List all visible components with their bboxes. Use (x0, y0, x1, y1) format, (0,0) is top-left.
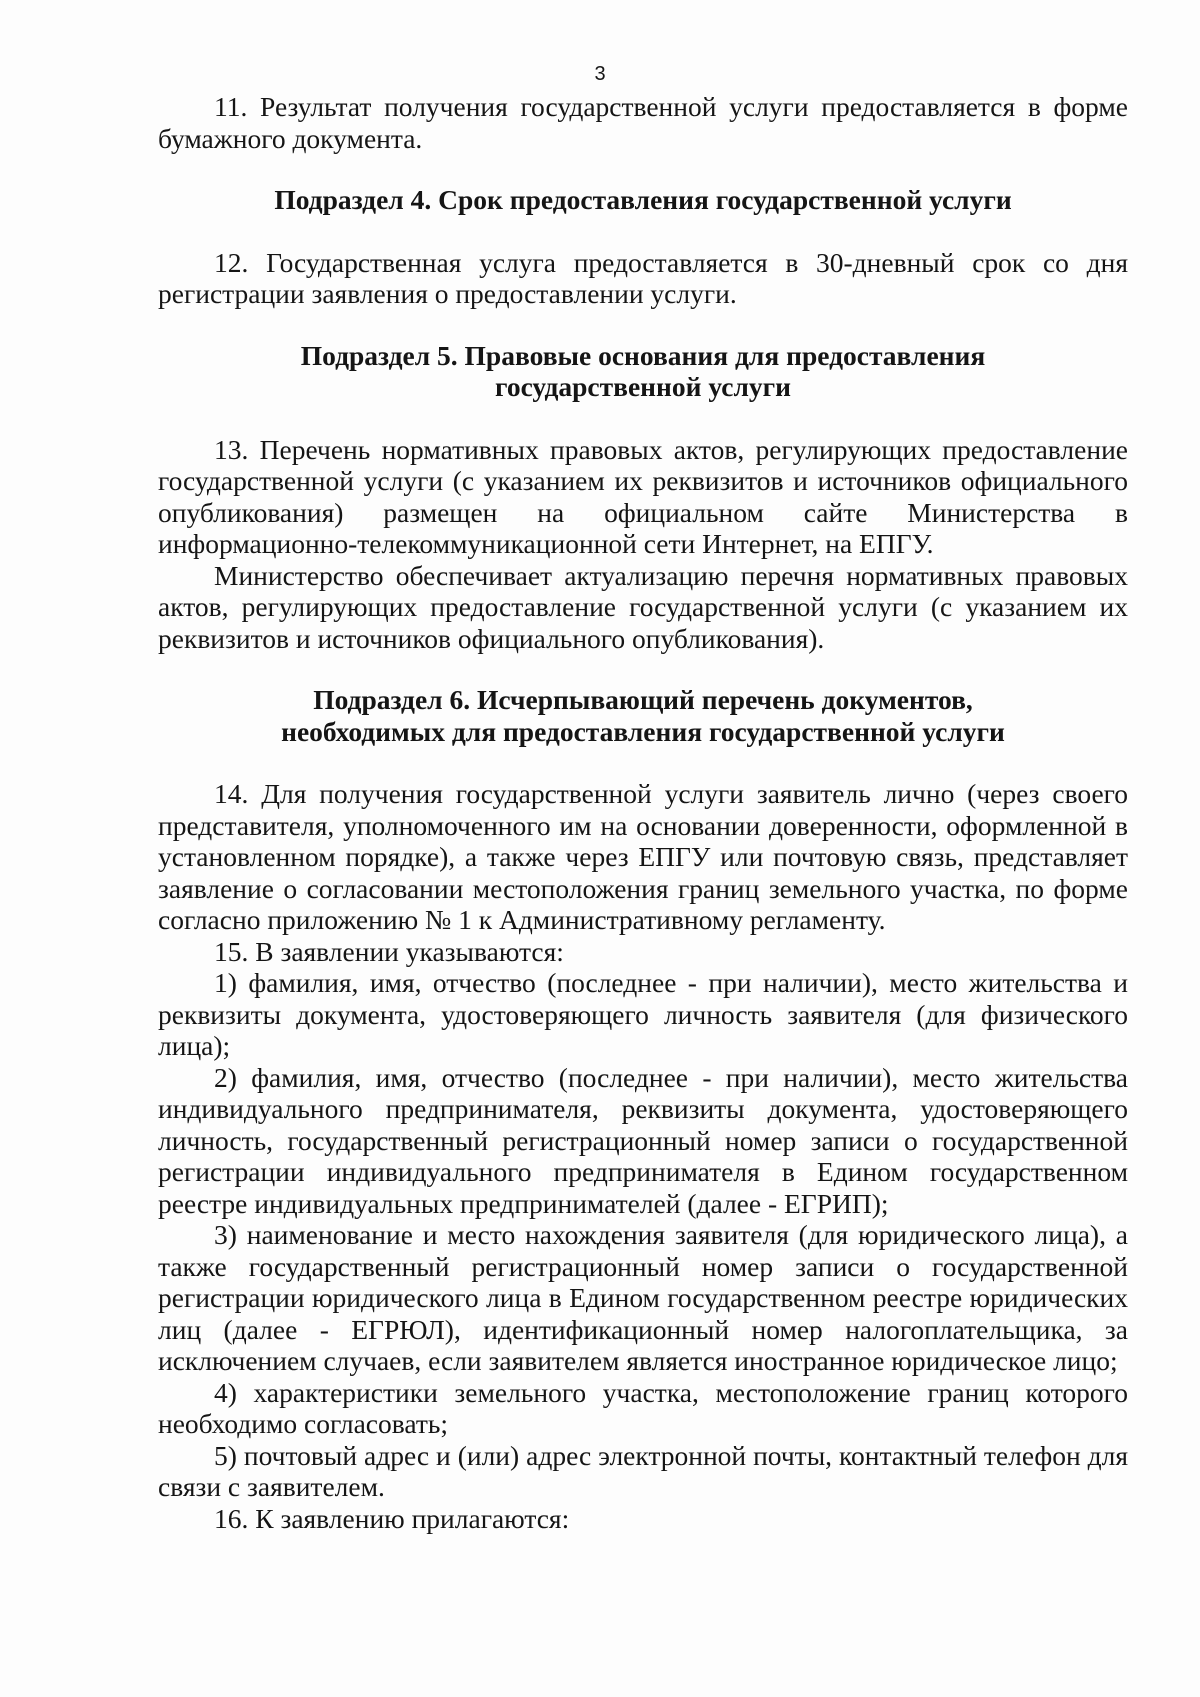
list-item-2: 2) фамилия, имя, отчество (последнее - при наличии), место жительства индивидуального предпринимателя, реквизиты документа, удостоверяющего личность, государственный регистрационный номер записи о государственной регистрации индивидуального предпринимателя в Едином государственном реестре индивидуальных предпринимателей (далее - ЕГРИП); (158, 1061, 1128, 1219)
list-item-4: 4) характеристики земельного участка, местоположение границ которого необходимо согласовать; (158, 1376, 1128, 1439)
paragraph-12: 12. Государственная услуга предоставляется в 30-дневный срок со дня регистрации заявления о предоставлении услуги. (158, 246, 1128, 309)
page-number: 3 (594, 63, 606, 85)
paragraph-11: 11. Результат получения государственной услуги предоставляется в форме бумажного документа. (158, 91, 1128, 154)
list-item-5: 5) почтовый адрес и (или) адрес электронной почты, контактный телефон для связи с заявителем. (158, 1439, 1128, 1502)
paragraph-16: 16. К заявлению прилагаются: (214, 1502, 570, 1534)
paragraph-13-continued: Министерство обеспечивает актуализацию перечня нормативных правовых актов, регулирующих предоставление государственной услуги (с указанием их реквизитов и источников официального опубликования). (158, 559, 1128, 654)
list-item-3: 3) наименование и место нахождения заявителя (для юридического лица), а также государственный регистрационный номер записи о государственной регистрации юридического лица в Едином государственном реестре юридических лиц (далее - ЕГРЮЛ), идентификационный номер налогоплательщика, за исключением случаев, если заявителем является иностранное юридическое лицо; (158, 1219, 1128, 1376)
paragraph-14: 14. Для получения государственной услуги заявитель лично (через своего представителя, уполномоченного им на основании доверенности, оформленной в установленном порядке), а также через ЕПГУ или почтовую связь, представляет заявление о согласовании местоположения границ земельного участка, по форме согласно приложению № 1 к Административному регламенту. (158, 778, 1128, 935)
document-body (158, 91, 1128, 1534)
subsection-4-heading: Подраздел 4. Срок предоставления государственной услуги (274, 184, 1012, 215)
paragraph-13: 13. Перечень нормативных правовых актов, регулирующих предоставление государственной услуги (с указанием их реквизитов и источников официального опубликования) размещен на официальном сайте Министерства в информационно-телекоммуникационной сети Интернет, на ЕПГУ. (158, 433, 1128, 559)
paragraph-15: 15. В заявлении указываются: (214, 935, 564, 967)
subsection-6-heading: Подраздел 6. Исчерпывающий перечень документов, необходимых для предоставления государственной услуги (281, 684, 1005, 747)
list-item-1: 1) фамилия, имя, отчество (последнее - при наличии), место жительства и реквизиты документа, удостоверяющего личность заявителя (для физического лица); (158, 967, 1128, 1061)
subsection-5-heading: Подраздел 5. Правовые основания для предоставления государственной услуги (300, 339, 986, 402)
